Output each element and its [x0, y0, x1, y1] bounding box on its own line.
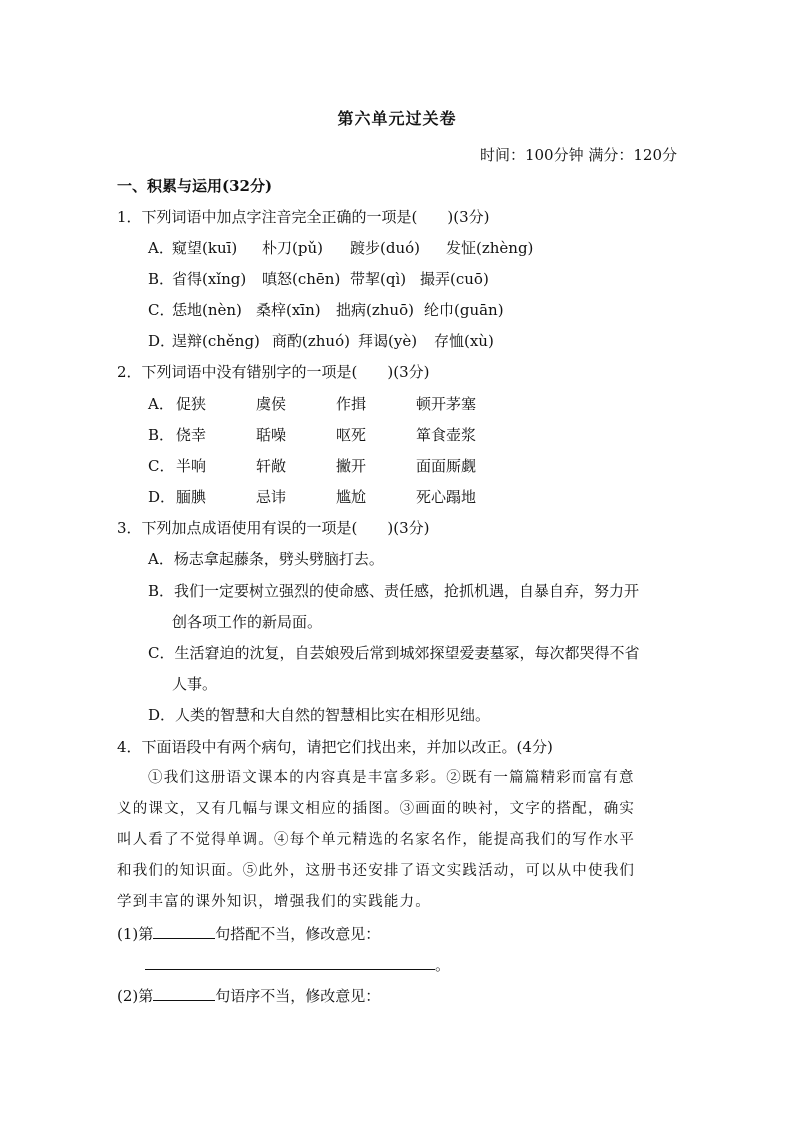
- option-item: 呕死: [336, 426, 367, 444]
- option-item: 撮弄(cuō): [420, 270, 489, 288]
- question-3-option-b: B．我们一定要树立强烈的使命感、责任感，抢抓机遇，自暴自弃，努力开: [148, 582, 640, 600]
- option-item: 带挈(qì): [350, 270, 407, 288]
- passage-line: 学到丰富的课外知识，增强我们的实践能力。: [117, 894, 431, 910]
- option-item: 尴尬: [336, 488, 367, 506]
- option-item: 作揖: [336, 395, 367, 413]
- passage-line: 叫人看了不觉得单调。④每个单元精选的名家名作，能提高我们的写作水平: [117, 832, 636, 848]
- option-item: 纶巾(guān): [424, 301, 504, 319]
- answer-2-prefix: (2)第: [117, 987, 154, 1005]
- option-label: B．: [148, 426, 175, 444]
- question-3-option-c-cont: 人事。: [172, 675, 218, 693]
- answer-1-end: 。: [435, 956, 451, 974]
- option-item: 轩敞: [256, 457, 287, 475]
- option-item: 顿开茅塞: [416, 395, 477, 413]
- passage-line: ①我们这册语文课本的内容真是丰富多彩。②既有一篇篇精彩而富有意: [148, 770, 635, 786]
- option-item: 忌讳: [256, 488, 287, 506]
- question-2-stem: 2．下列词语中没有错别字的一项是( )(3分): [117, 363, 430, 381]
- question-2-option-b: [148, 425, 476, 445]
- page-title: 第六单元过关卷: [337, 109, 457, 128]
- option-item: 省得(xǐng): [172, 270, 247, 288]
- answer-1-suffix: 句搭配不当，修改意见：: [215, 925, 381, 943]
- question-2-option-a: [148, 394, 476, 414]
- passage-line: 义的课文，又有几幅与课文相应的插图。③画面的映衬，文字的搭配，确实: [117, 801, 636, 817]
- option-item: 撇开: [336, 457, 367, 475]
- option-item: 箪食壶浆: [416, 426, 477, 444]
- question-3-stem: 3．下列加点成语使用有误的一项是( )(3分): [117, 519, 430, 537]
- option-item: 发怔(zhèng): [446, 239, 534, 257]
- option-item: 侥幸: [176, 426, 207, 444]
- option-item: 虞侯: [256, 395, 287, 413]
- option-label: B．: [148, 270, 175, 288]
- option-item: 拜谒(yè): [358, 332, 418, 350]
- section-heading: 一、积累与运用(32分): [117, 177, 273, 195]
- question-2-option-c: [148, 456, 476, 476]
- question-1-stem: 1．下列词语中加点字注音完全正确的一项是( )(3分): [117, 208, 490, 226]
- option-item: 嗔怒(chēn): [262, 270, 341, 288]
- question-1-option-a: [148, 238, 533, 258]
- passage-line: 和我们的知识面。⑤此外，这册书还安排了语文实践活动，可以从中使我们: [117, 863, 636, 879]
- option-item: 桑梓(xīn): [256, 301, 321, 319]
- answer-1-revision: [145, 955, 450, 975]
- answer-2-blank[interactable]: [153, 986, 215, 1001]
- option-item: 腼腆: [176, 488, 207, 506]
- option-item: 聒噪: [256, 426, 287, 444]
- option-item: 促狭: [176, 395, 207, 413]
- question-4-stem: 4．下面语段中有两个病句，请把它们找出来，并加以改正。(4分): [117, 738, 553, 756]
- answer-2-suffix: 句语序不当，修改意见：: [215, 987, 381, 1005]
- question-3-option-a: A．杨志拿起藤条，劈头劈脑打去。: [148, 550, 384, 568]
- exam-meta: 时间：100分钟 满分：120分: [479, 146, 677, 164]
- option-item: 商酌(zhuó): [272, 332, 350, 350]
- option-label: C．: [148, 457, 175, 475]
- option-label: D．: [148, 488, 176, 506]
- question-1-option-d: [148, 331, 494, 351]
- option-item: 窥望(kuī): [172, 239, 238, 257]
- option-item: 踱步(duó): [350, 239, 420, 257]
- option-item: 存恤(xù): [434, 332, 494, 350]
- answer-1-blank[interactable]: [153, 924, 215, 939]
- question-1-option-c: [148, 300, 504, 320]
- option-item: 半响: [176, 457, 207, 475]
- option-label: A．: [148, 239, 174, 257]
- option-item: 恁地(nèn): [172, 301, 242, 319]
- option-label: A．: [148, 395, 174, 413]
- option-item: 逞辩(chěng): [172, 332, 260, 350]
- option-label: C．: [148, 301, 175, 319]
- answer-1-prefix: (1)第: [117, 925, 154, 943]
- answer-2: [117, 986, 380, 1006]
- question-1-option-b: [148, 269, 489, 289]
- option-item: 面面厮觑: [416, 457, 477, 475]
- option-item: 拙病(zhuō): [336, 301, 414, 319]
- question-3-option-d: D．人类的智慧和大自然的智慧相比实在相形见绌。: [148, 706, 491, 724]
- option-label: D．: [148, 332, 176, 350]
- answer-1-revision-blank[interactable]: [145, 955, 435, 970]
- option-item: 死心蹋地: [416, 488, 477, 506]
- question-3-option-b-cont: 创各项工作的新局面。: [172, 613, 323, 631]
- option-item: 朴刀(pǔ): [262, 239, 323, 257]
- question-2-option-d: [148, 487, 476, 507]
- answer-1: [117, 924, 380, 944]
- question-3-option-c: C．生活窘迫的沈复，自芸娘殁后常到城郊探望爱妻墓冢，每次都哭得不省: [148, 644, 640, 662]
